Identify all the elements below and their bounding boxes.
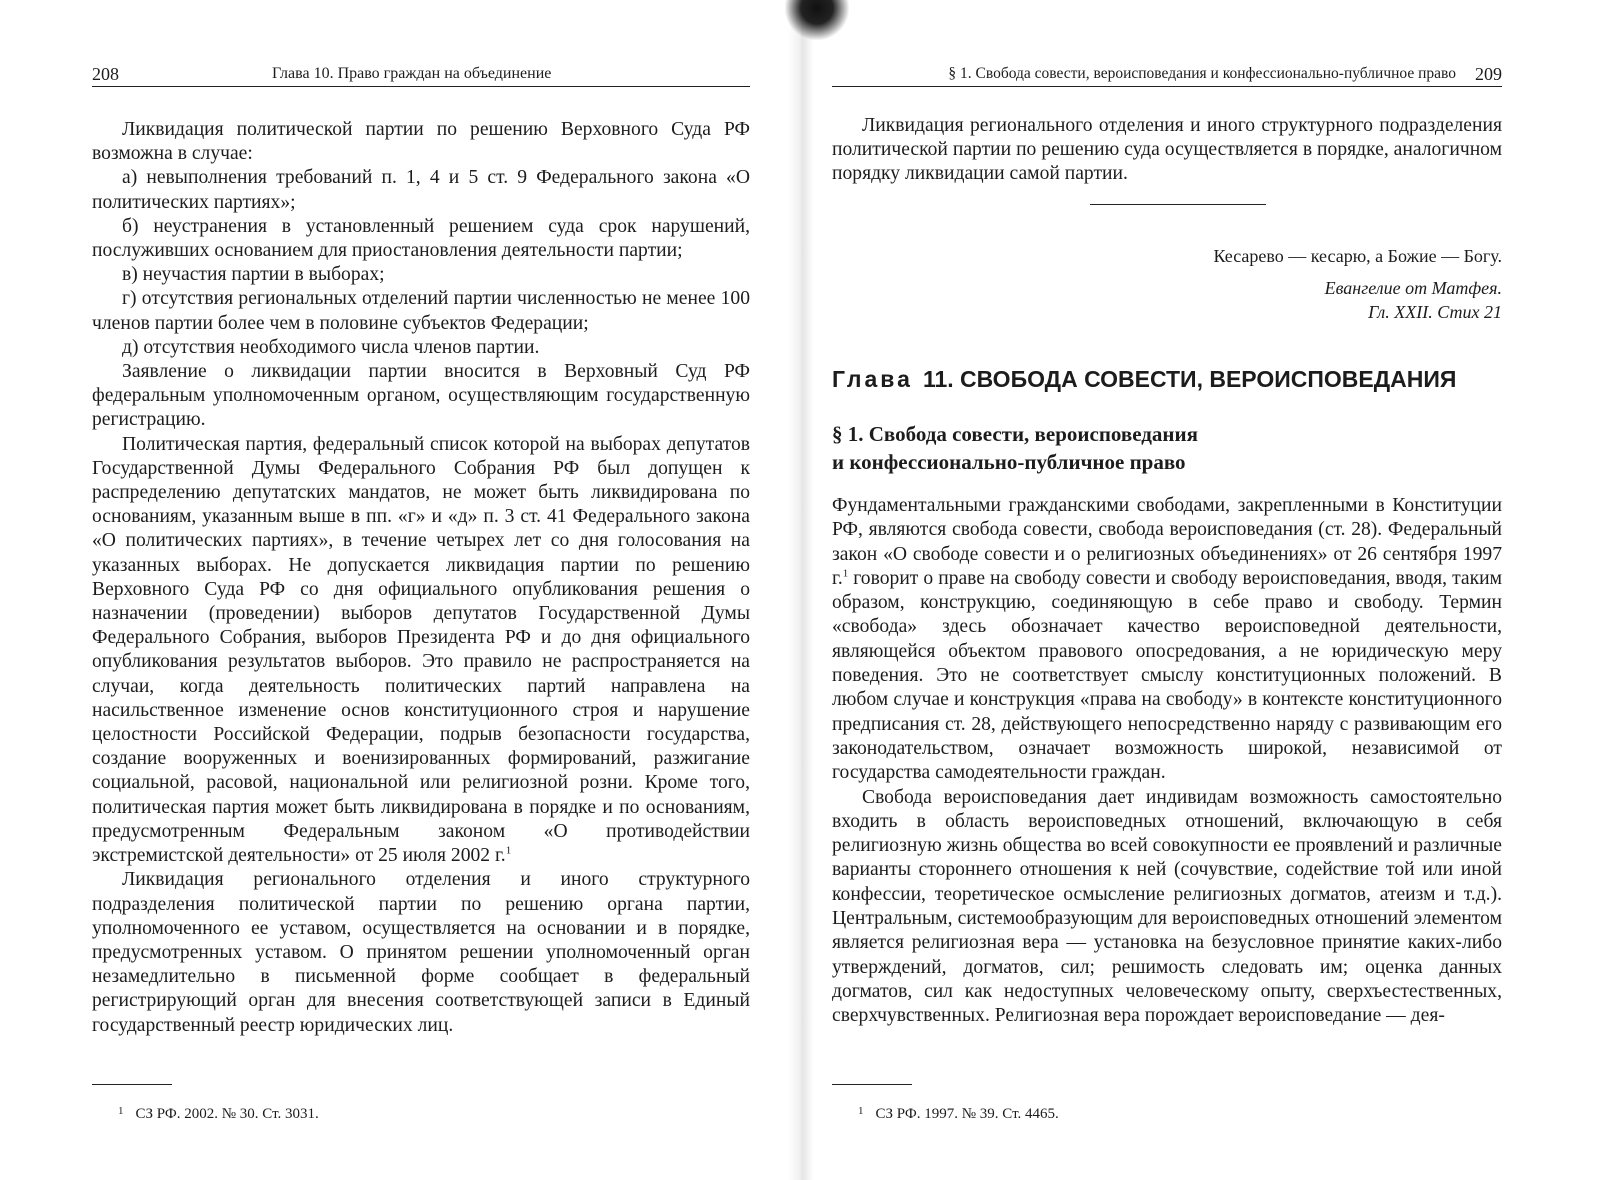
list-item-b: б) неустранения в установленный решением суда срок нарушений, послуживших основанием для приостановления деятельности партии; [92,215,750,262]
right-footnote-text: СЗ РФ. 1997. № 39. Ст. 4465. [875,1106,1059,1122]
right-top-text [832,114,1502,187]
left-paragraph-3: Ликвидация регионального отделения и иного структурного подразделения политической партии по решению органа партии, уполномоченного ее уставом, осуществляется на основании и в порядке, предусмотренных уставом. О принятом решении уполномоченный орган незамедлительно в письменной форме сообщает в федеральный регистрирующий орган для внесения соответствующей записи в Единый государственный реестр юридических лиц. [92,869,750,1036]
right-running-head-title: § 1. Свобода совести, вероисповедания и конфессионально-публичное право [948,65,1456,82]
left-body-text [92,118,750,1038]
right-footnote-mark: 1 [858,1105,864,1117]
left-paragraph-2-text: Политическая партия, федеральный список которой на выборах депутатов Государственной Думы Федерального Собрания РФ был допущен к распределению депутатских мандатов, не может быть ликвидирована по основаниям, указанным выше в пп. «г» и «д» п. 3 ст. 41 Федерального закона «О политических партиях», в течение четырех лет со дня голосования на указанных выборах. Не допускается ликвидация партии по решению Верховного Суда РФ со дня официального опубликования решения о назначении (проведении) выборов депутатов Государственной Думы Федерального Собрания, выборов Президента РФ и до дня официального опубликования результатов выборов. Это правило не распространяется на случаи, когда деятельность политических партий направлена на насильственное изменение основ конституционного строя и нарушение целостности Российской Федерации, подрыв безопасности государства, создание вооруженных и военизированных формирований, разжигание социальной, расовой, национальной или религиозной розни. Кроме того, политическая партия может быть ликвидирована в порядке и по основаниям, предусмотренным Федеральным законом «О противодействии экстремистской деятельности» от 25 июля 2002 г. [92,433,750,867]
left-footnote-text: СЗ РФ. 2002. № 30. Ст. 3031. [135,1106,319,1122]
right-top-paragraph: Ликвидация регионального отделения и иного структурного подразделения политической партии по решению суда осуществляется в порядке, аналогичном порядку ликвидации самой партии. [832,115,1502,185]
epigraph-quote: Кесарево — кесарю, а Божие — Богу. [1213,246,1502,266]
section-title-line-1: § 1. Свобода совести, вероисповедания [832,422,1198,446]
right-page-number: 209 [1475,64,1502,84]
footnote-reference[interactable]: 1 [842,567,849,580]
epigraph [1082,244,1502,324]
chapter-heading [832,364,1522,394]
footnote-reference[interactable]: 1 [505,844,512,857]
section-heading [832,420,1352,476]
list-item-a: а) невыполнения требований п. 1, 4 и 5 ст. 9 Федерального закона «О политических партиях»; [92,167,750,213]
right-footnote-rule [832,1084,912,1085]
left-running-head [92,62,750,87]
right-page [810,0,1600,1180]
list-item-g: г) отсутствия региональных отделений партии численностью не менее 100 членов партии более чем в половине субъектов Федерации; [92,288,750,334]
epigraph-source-2: Гл. XXII. Стих 21 [1368,302,1502,322]
right-paragraph-1-part-a: Фундаментальными гражданскими свободами, закрепленными в Конституции РФ, являются свобода совести, свобода вероисповедания (ст. 28). Федеральный закон «О свободе совести и о религиозных объединениях» от 26 сентября 1997 г. [832,495,1502,589]
list-item-d: д) отсутствия необходимого числа членов партии. [122,336,540,358]
section-title-line-2: и конфессионально-публичное право [832,450,1186,474]
right-paragraph-1-part-b: говорит о праве на свободу совести и свободу вероисповедания, вводя, таким образом, конструкцию, соединяющую в себе право и свободу. Термин «свобода» здесь обозначает качество вероисповедной деятельности, являющейся объектом правового опосредования, а не юридическую меру поведения. Это не соответствует смыслу конституционных положений. В любом случае и конструкция «права на свободу» в контексте конституционного предписания ст. 28, действующего непосредственно наряду с развивающим его законодательством, означает возможность широкой, независимой от государства самодеятельности граждан. [832,567,1502,784]
left-running-head-title: Глава 10. Право граждан на объединение [272,65,552,82]
left-intro-paragraph: Ликвидация политической партии по решению Верховного Суда РФ возможна в случае: [92,119,750,165]
right-running-head [832,62,1502,87]
chapter-title: 11. СВОБОДА СОВЕСТИ, ВЕРОИСПОВЕДАНИЯ [922,366,1457,392]
left-page [0,0,790,1180]
right-paragraph-1 [832,494,1502,786]
left-footnote [118,1104,319,1125]
epigraph-source-1: Евангелие от Матфея. [1324,278,1502,298]
right-body-text [832,494,1502,1029]
section-divider [1090,204,1266,205]
chapter-prefix: Глава [832,366,913,392]
left-paragraph-1: Заявление о ликвидации партии вносится в Верховный Суд РФ федеральным уполномоченным органом, осуществляющим государственную регистрацию. [92,361,750,431]
left-paragraph-2 [92,433,750,869]
right-footnote [858,1104,1059,1125]
left-footnote-rule [92,1084,172,1085]
right-paragraph-2: Свобода вероисповедания дает индивидам возможность самостоятельно входить в область вероисповедных отношений, включающую в себя религиозную жизнь общества во всей совокупности ее проявлений и различные варианты стороннего отношения к ней (сочувствие, содействие той или иной конфессии, теоретическое осмысление религиозных догматов, атеизм и т.д.). Центральным, системообразующим для вероисповедных отношений элементом является религиозная вера — установка на безусловное принятие каких-либо утверждений, догматов, сил; решимость следовать им; оценка данных догматов, сил как недоступных человеческому опыту, сверхъестественных, сверхчувственных. Религиозная вера порождает вероисповедание — дея- [832,786,1502,1027]
left-page-number: 208 [92,64,119,84]
list-item-v: в) неучастия партии в выборах; [122,264,385,286]
left-footnote-mark: 1 [118,1105,124,1117]
